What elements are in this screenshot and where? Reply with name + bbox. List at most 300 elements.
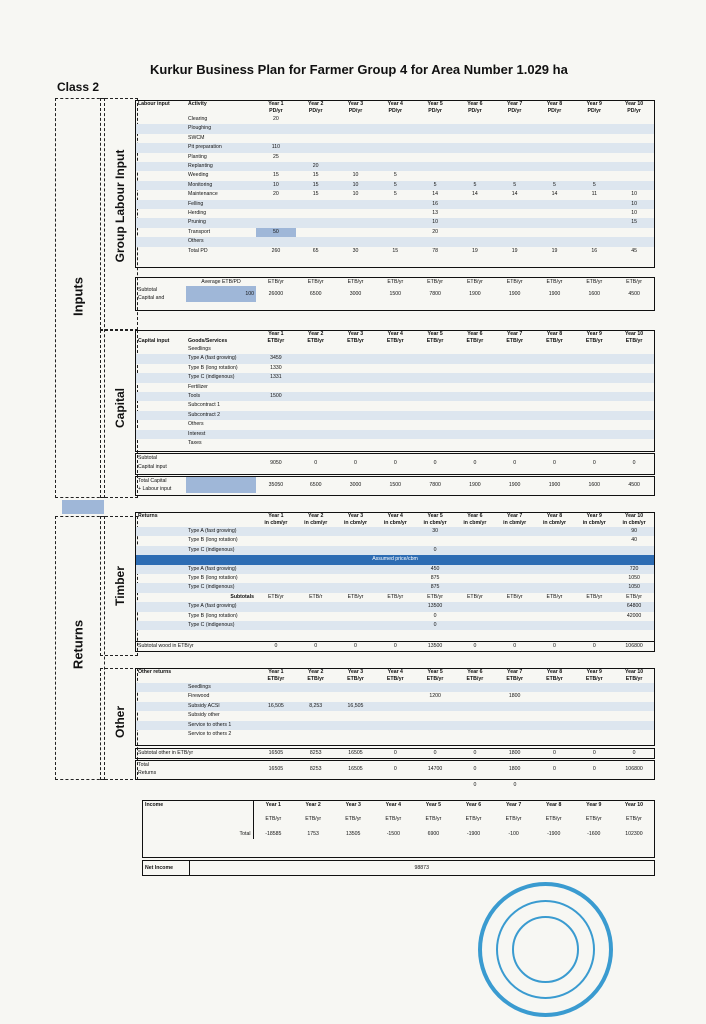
cell-value <box>535 730 575 739</box>
cell-value <box>455 411 495 420</box>
cell-value: 19 <box>471 247 478 254</box>
total-cell: 106800 <box>625 766 643 772</box>
cell-value <box>336 711 376 720</box>
cell-value <box>375 124 415 133</box>
group-labour-label: Group Labour Input <box>113 149 127 263</box>
year-header: Year 4 <box>385 802 401 808</box>
unit-header: ETB/yr <box>386 338 404 344</box>
header-label: Labour input <box>138 101 170 107</box>
year-header: Year 3 <box>345 802 361 808</box>
cell-value <box>256 721 296 730</box>
cell-value: 13500 <box>415 602 455 611</box>
table-row <box>136 621 654 630</box>
cell-value <box>614 702 654 711</box>
cell-value <box>535 711 575 720</box>
row-spacer <box>136 124 186 133</box>
unit-header: PD/yr <box>627 108 641 114</box>
extra-cell <box>615 781 655 789</box>
cell-value <box>535 565 575 574</box>
cell-value <box>614 373 654 382</box>
cell-value <box>415 354 455 363</box>
divider-shade <box>62 500 104 514</box>
cell-value <box>256 134 296 143</box>
cell-value <box>495 153 535 162</box>
cell-value <box>495 401 535 410</box>
row-label: Fertilizer <box>188 383 208 390</box>
row-spacer <box>136 392 186 401</box>
subtotal-cell: 16505 <box>348 750 363 756</box>
cell-value <box>375 345 415 354</box>
cell-value <box>535 702 575 711</box>
cell-value <box>455 565 495 574</box>
cell-value <box>415 392 455 401</box>
unit-header: ETB/yr <box>585 676 603 682</box>
cell-value <box>256 730 296 739</box>
cell-value <box>574 602 614 611</box>
year-header: Year 9 <box>586 802 602 808</box>
cell-value <box>336 721 376 730</box>
subtotal-cell: 0 <box>473 643 477 649</box>
income-cell: 13505 <box>346 830 361 837</box>
cell-value <box>296 546 336 555</box>
extra-cell <box>415 781 455 789</box>
cell-value <box>535 721 575 730</box>
table-row <box>136 345 654 354</box>
avg-etb-label: Average ETB/PD <box>201 279 241 285</box>
row-label: Type A (fast growing) <box>186 354 256 363</box>
cell-value <box>574 134 614 143</box>
cell-value <box>574 621 614 630</box>
subtotal-cell: 0 <box>513 460 517 466</box>
subtotal-cell: 1600 <box>588 291 601 297</box>
unit-cell: ETB/yr <box>267 279 284 285</box>
inputs-box <box>55 98 105 498</box>
cell-value <box>574 345 614 354</box>
cell-value: 1050 <box>614 583 654 592</box>
capital-table <box>135 330 655 452</box>
cell-value <box>535 612 575 621</box>
row-spacer <box>136 143 186 152</box>
cell-value <box>455 171 495 180</box>
timber-side-box <box>100 516 138 656</box>
cell-value <box>614 692 654 701</box>
cell-value <box>614 153 654 162</box>
cell-value: 20 <box>296 162 336 171</box>
subtotal-cell: 0 <box>314 460 318 466</box>
cell-value <box>375 401 415 410</box>
cell-value: 20 <box>432 228 438 235</box>
cell-value <box>495 345 535 354</box>
cell-value: 5 <box>393 172 397 179</box>
cell-value <box>455 721 495 730</box>
cell-value <box>455 383 495 392</box>
cell-value: 450 <box>415 565 455 574</box>
cell-value: 16 <box>415 200 455 209</box>
total-cell: 7800 <box>429 482 441 488</box>
subtotal-label: Subtotal Capital and <box>138 287 165 301</box>
income-cell: -18585 <box>265 830 282 837</box>
cell-value <box>455 134 495 143</box>
row-label: Type A (fast growing) <box>186 602 256 611</box>
capital-label: Capital <box>113 388 127 429</box>
cell-value <box>415 730 455 739</box>
total-cell: 0 <box>553 766 556 772</box>
cell-value <box>535 546 575 555</box>
unit-header: ETB/yr <box>465 816 482 823</box>
cell-value <box>336 373 376 382</box>
cell-value: 19 <box>551 247 558 254</box>
cell-value: 40 <box>631 537 637 544</box>
row-label: Subsidy other <box>188 712 220 719</box>
year-header: Year 1 <box>265 802 281 808</box>
cell-value <box>614 228 654 237</box>
cell-value <box>455 420 495 429</box>
income-total-label: Total <box>143 830 253 839</box>
row-label: Seedlings <box>188 346 211 352</box>
cell-value <box>574 536 614 545</box>
year-header: Year 4 <box>387 669 403 675</box>
subtotal-cell: 0 <box>393 643 397 649</box>
total-cell: 8253 <box>309 766 322 772</box>
header-label: Other returns <box>138 669 172 675</box>
cell-value: 15 <box>273 172 279 179</box>
cell-value <box>375 115 415 124</box>
cell-value <box>535 209 575 218</box>
subtotal-cell: 0 <box>354 460 357 466</box>
cell-value: 5 <box>375 181 415 190</box>
header-goods: Goods/Services <box>188 338 228 344</box>
cell-value: 720 <box>614 565 654 574</box>
cell-value <box>574 411 614 420</box>
cell-value <box>455 354 495 363</box>
labour-side-box <box>100 98 138 330</box>
year-header: Year 7 <box>507 101 523 107</box>
cell-value <box>535 392 575 401</box>
income-cell: 6900 <box>427 830 440 837</box>
cell-value <box>614 721 654 730</box>
cell-value <box>375 209 415 218</box>
cell-value <box>535 115 575 124</box>
subtotal-cell: 0 <box>553 460 556 466</box>
cell-value <box>336 683 376 692</box>
cell-value <box>336 143 376 152</box>
unit-cell: ETB/yr <box>546 279 563 285</box>
timber-price-rows <box>136 565 654 593</box>
cell-value <box>375 218 415 227</box>
subtotal-cell: 26000 <box>268 291 284 297</box>
cell-value <box>455 583 495 592</box>
cell-value: 20 <box>273 116 279 122</box>
total-cell: 1600 <box>588 482 601 488</box>
cell-value <box>535 153 575 162</box>
cell-value <box>574 364 614 373</box>
row-spacer <box>136 115 186 124</box>
cell-value <box>415 383 455 392</box>
year-header: Year 9 <box>586 331 602 337</box>
subtotal-cell: 1900 <box>548 291 561 297</box>
unit-header: in cbm/yr <box>264 520 288 526</box>
subtotal-cell: 9050 <box>270 460 282 466</box>
cell-value <box>455 430 495 439</box>
cell-value <box>535 602 575 611</box>
cell-value: 5 <box>574 181 614 190</box>
subtotal-cell: 13500 <box>427 643 443 649</box>
cell-value <box>296 153 336 162</box>
cell-value <box>535 200 575 209</box>
cell-value <box>296 439 336 448</box>
unit-header: ETB/yr <box>506 338 524 344</box>
timber-volume-rows <box>136 527 654 555</box>
cell-value <box>256 420 296 429</box>
table-row <box>136 190 654 199</box>
row-label: Monitoring <box>186 181 256 190</box>
row-label: Firewood <box>188 693 210 700</box>
cell-value <box>336 420 376 429</box>
cell-value <box>336 565 376 574</box>
table-row <box>136 171 654 180</box>
cell-value <box>375 237 415 246</box>
cell-value: 875 <box>415 583 455 592</box>
cell-value <box>375 162 415 171</box>
cell-value <box>455 546 495 555</box>
unit-cell: ETB/yr <box>267 593 284 600</box>
cell-value <box>455 228 495 237</box>
row-label: Transport <box>188 228 211 235</box>
subtotal-cell: 0 <box>592 643 596 649</box>
cell-value <box>296 209 336 218</box>
year-header: Year 8 <box>546 669 563 675</box>
table-row <box>136 228 654 237</box>
row-spacer <box>136 439 186 448</box>
cell-value <box>375 420 415 429</box>
unit-header: ETB/yr <box>466 676 484 682</box>
cell-value <box>375 411 415 420</box>
row-label: Type A (fast growing) <box>186 565 256 574</box>
year-header: Year 8 <box>546 513 563 519</box>
unit-header: PD/yr <box>388 108 403 114</box>
cell-value <box>256 583 296 592</box>
cell-value <box>535 364 575 373</box>
unit-header: in cbm/yr <box>423 520 447 526</box>
cell-value <box>296 621 336 630</box>
cell-value <box>495 115 535 124</box>
row-spacer <box>136 536 186 545</box>
labour-subtotal <box>135 277 655 311</box>
cell-value <box>296 711 336 720</box>
cell-value <box>614 439 654 448</box>
cell-value <box>574 354 614 363</box>
cell-value <box>495 621 535 630</box>
cell-value <box>455 200 495 209</box>
cell-value <box>574 711 614 720</box>
cell-value: 50 <box>256 228 296 237</box>
cell-value <box>375 527 415 536</box>
subtotal-cell: 0 <box>553 643 556 649</box>
unit-header: ETB/yr <box>345 816 362 823</box>
cell-value: 14 <box>432 191 438 198</box>
cell-value <box>614 430 654 439</box>
income-cell: -1900 <box>547 830 561 837</box>
table-row <box>136 612 654 621</box>
cell-value <box>375 546 415 555</box>
row-label: Type A (fast growing) <box>186 527 256 536</box>
cell-value <box>296 692 336 701</box>
subtotal-cell: 6500 <box>309 291 322 297</box>
cell-value <box>574 583 614 592</box>
returns-label: Returns <box>70 619 86 670</box>
cell-value <box>256 527 296 536</box>
row-spacer <box>136 373 186 382</box>
cell-value <box>495 218 535 227</box>
cell-value <box>495 612 535 621</box>
cell-value <box>296 527 336 536</box>
cell-value <box>296 354 336 363</box>
table-row <box>136 401 654 410</box>
total-cell: 1500 <box>389 482 402 488</box>
row-spacer <box>136 237 186 246</box>
cell-value <box>336 124 376 133</box>
unit-cell: ETB/yr <box>586 593 603 600</box>
cell-value <box>574 162 614 171</box>
cell-value <box>375 602 415 611</box>
cell-value: 1330 <box>270 364 282 371</box>
cell-value <box>574 702 614 711</box>
row-label: Type C (indigenous) <box>186 373 256 382</box>
total-returns <box>135 760 655 780</box>
cell-value <box>495 209 535 218</box>
unit-header: ETB/yr <box>347 338 364 344</box>
row-spacer <box>136 401 186 410</box>
unit-header: ETB/yr <box>265 816 282 823</box>
table-row <box>136 373 654 382</box>
cell-value <box>296 364 336 373</box>
unit-header: ETB/yr <box>307 676 325 682</box>
year-header: Year 7 <box>507 331 523 337</box>
row-spacer <box>136 420 186 429</box>
unit-header: ETB/yr <box>466 338 484 344</box>
row-label: Type C (indigenous) <box>186 583 256 592</box>
cell-value: 15 <box>392 247 399 254</box>
cell-value <box>375 354 415 363</box>
cell-value: 0 <box>415 546 455 555</box>
net-income-value: 98873 <box>414 865 429 871</box>
cell-value <box>256 683 296 692</box>
year-header: Year 4 <box>387 513 403 519</box>
cell-value <box>455 392 495 401</box>
subtotal-cell: 16505 <box>268 750 284 756</box>
cell-value <box>535 430 575 439</box>
cell-value <box>415 373 455 382</box>
cell-value <box>256 692 296 701</box>
cell-value <box>256 612 296 621</box>
year-header: Year 7 <box>507 513 523 519</box>
row-label: Tools <box>186 392 256 401</box>
table-row <box>136 354 654 363</box>
cell-value <box>574 218 614 227</box>
cell-value <box>614 115 654 124</box>
cell-value <box>296 228 336 237</box>
cell-value: 15 <box>296 181 336 190</box>
cell-value <box>495 373 535 382</box>
table-row <box>136 430 654 439</box>
cell-value <box>415 401 455 410</box>
cell-value <box>495 602 535 611</box>
income-label: Income <box>143 801 253 810</box>
year-header: Year 6 <box>467 669 483 675</box>
subtotal-cell: 0 <box>632 750 636 756</box>
cell-value <box>256 345 296 354</box>
year-header: Year 5 <box>427 513 443 519</box>
capital-subtotal <box>135 453 655 475</box>
cell-value <box>535 383 575 392</box>
cell-value <box>256 383 296 392</box>
other-side-box <box>100 668 138 780</box>
cell-value <box>495 228 535 237</box>
timber-subtotal <box>135 641 655 652</box>
other-label: Other <box>113 706 127 739</box>
row-spacer <box>136 546 186 555</box>
cell-value: 10 <box>336 181 376 190</box>
returns-box <box>55 516 105 780</box>
cell-value <box>574 692 614 701</box>
cell-value: 1050 <box>628 575 640 582</box>
year-header: Year 9 <box>586 513 602 519</box>
cell-value: 11 <box>591 191 597 198</box>
avg-etb-value: 100 <box>186 286 256 302</box>
cell-value <box>614 383 654 392</box>
year-header: Year 10 <box>624 513 644 519</box>
cell-value <box>336 162 376 171</box>
table-row <box>136 115 654 124</box>
cell-value <box>256 124 296 133</box>
table-row <box>136 143 654 152</box>
subtotal-cell: 0 <box>473 750 477 756</box>
unit-header: in cbm/yr <box>304 520 328 526</box>
row-spacer <box>136 153 186 162</box>
unit-cell: ETB/yr <box>427 593 444 600</box>
cell-value <box>375 439 415 448</box>
cell-value <box>336 411 376 420</box>
cell-value <box>296 730 336 739</box>
unit-header: ETB/yr <box>267 676 285 682</box>
cell-value <box>375 583 415 592</box>
cell-value <box>296 583 336 592</box>
cell-value <box>535 124 575 133</box>
total-cell: 16505 <box>348 766 363 772</box>
cell-value <box>415 364 455 373</box>
cell-value <box>495 574 535 583</box>
unit-cell: ETB/r <box>309 593 323 600</box>
cell-value <box>614 711 654 720</box>
cell-value: 15 <box>312 172 319 179</box>
cell-value <box>574 730 614 739</box>
cell-value <box>535 373 575 382</box>
row-spacer <box>136 411 186 420</box>
cell-value: 10 <box>631 210 637 217</box>
unit-header: ETB/yr <box>267 338 285 344</box>
row-spacer <box>136 345 186 354</box>
labour-rows <box>136 115 654 256</box>
year-header: Year 5 <box>427 669 443 675</box>
cell-value <box>614 683 654 692</box>
cell-value <box>455 574 495 583</box>
cell-value <box>256 430 296 439</box>
row-label: Subsidy ACSI <box>186 702 256 711</box>
row-spacer <box>136 683 186 692</box>
net-income-label: Net Income <box>143 861 189 875</box>
cell-value: 260 <box>271 247 281 254</box>
cell-value <box>574 574 614 583</box>
